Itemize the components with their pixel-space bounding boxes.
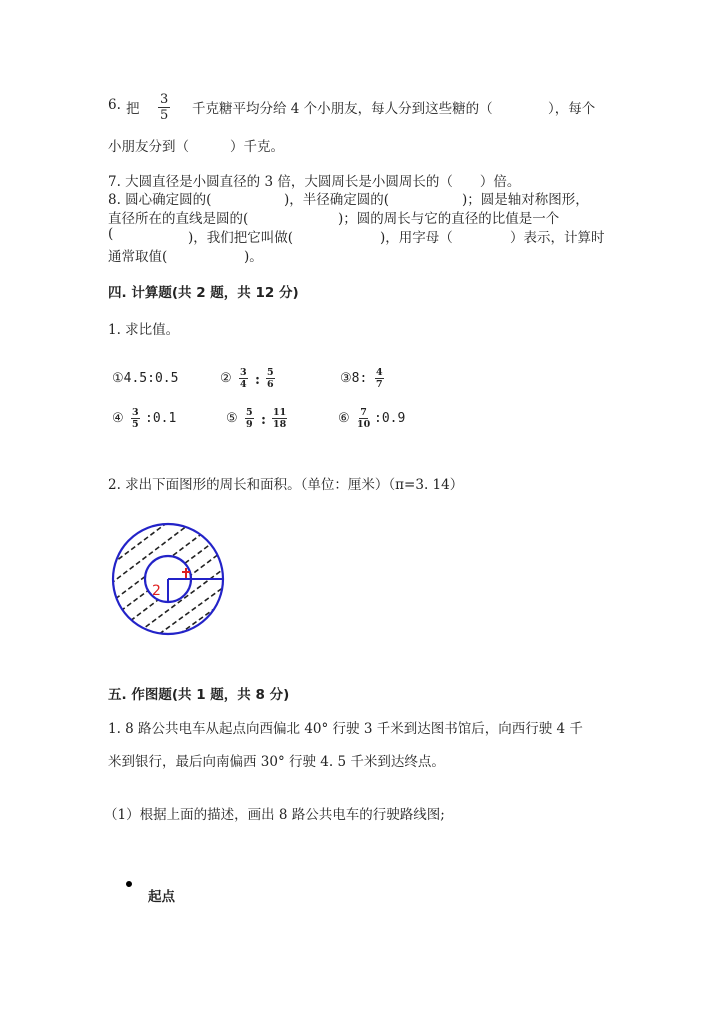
q6-mid-end: ），每个 bbox=[548, 101, 596, 117]
frac-den: 7 bbox=[376, 379, 383, 390]
ratio-item-1: ①4.5:0.5 bbox=[112, 371, 179, 386]
section4-title: 四. 计算题(共 2 题，共 12 分) bbox=[108, 285, 299, 301]
frac-num: 7 bbox=[360, 407, 367, 418]
ratio-item-6-tail: :0.9 bbox=[374, 411, 406, 426]
ratio-item-6-frac-a bbox=[357, 407, 370, 430]
annulus-figure bbox=[100, 518, 240, 648]
frac-den: 9 bbox=[246, 419, 253, 430]
frac-num: 5 bbox=[246, 407, 253, 418]
ratio-item-2-sep: : bbox=[255, 372, 260, 388]
frac-den: 4 bbox=[240, 379, 247, 390]
section5-sub1: （1）根据上面的描述，画出 8 路公共电车的行驶路线图; bbox=[104, 807, 445, 823]
ratio-item-2-label: ② bbox=[220, 371, 232, 386]
q6-line2: 小朋友分到（ bbox=[108, 139, 189, 155]
q8-line3a: ( bbox=[108, 226, 114, 242]
q6-fraction bbox=[158, 92, 170, 123]
q6-frac-den: 5 bbox=[160, 108, 169, 123]
q8-line1c: )；圆是轴对称图形， bbox=[462, 192, 589, 208]
frac-num: 5 bbox=[267, 367, 274, 378]
section4-q1: 1. 求比值。 bbox=[108, 322, 180, 338]
frac-den: 18 bbox=[273, 419, 287, 430]
frac-num: 3 bbox=[240, 367, 247, 378]
frac-den: 10 bbox=[357, 419, 371, 430]
section5-title: 五. 作图题(共 1 题，共 8 分) bbox=[108, 687, 290, 703]
q6-mid: 千克糖平均分给 4 个小朋友，每人分到这些糖的（ bbox=[192, 101, 493, 117]
q8-line4a: 通常取值( bbox=[108, 249, 168, 265]
start-point-dot bbox=[126, 881, 132, 887]
section4-q2: 2. 求出下面图形的周长和面积。（单位：厘米）（π=3. 14） bbox=[108, 477, 464, 493]
section5-q1-line2: 米到银行，最后向南偏西 30° 行驶 4. 5 千米到达终点。 bbox=[108, 754, 445, 770]
q6-frac-num: 3 bbox=[160, 92, 169, 107]
frac-num: 3 bbox=[132, 407, 139, 418]
q6-line2-end: ）千克。 bbox=[230, 139, 284, 155]
frac-num: 11 bbox=[273, 407, 287, 418]
frac-num: 4 bbox=[376, 367, 383, 378]
ratio-item-5-frac-b bbox=[272, 407, 287, 430]
figure-label: 2 bbox=[152, 583, 161, 599]
q8-line1b: )，半径确定圆的( bbox=[284, 192, 390, 208]
ratio-item-2-frac-b bbox=[266, 367, 275, 390]
ratio-item-6-label: ⑥ bbox=[338, 411, 350, 426]
ratio-item-5-label: ⑤ bbox=[226, 411, 238, 426]
ratio-item-3-label: ③8: bbox=[340, 371, 368, 386]
frac-den: 5 bbox=[132, 419, 139, 430]
ratio-item-2-frac-a bbox=[239, 367, 248, 390]
q7-text: 7. 大圆直径是小圆直径的 3 倍，大圆周长是小圆周长的（ ）倍。 bbox=[108, 174, 521, 190]
frac-den: 6 bbox=[267, 379, 274, 390]
ratio-item-5-frac-a bbox=[245, 407, 254, 430]
ratio-item-3-frac-b bbox=[375, 367, 384, 390]
ratio-item-5-sep: : bbox=[261, 412, 266, 428]
ratio-item-4-tail: :0.1 bbox=[145, 411, 177, 426]
section5-q1-line1: 1. 8 路公共电车从起点向西偏北 40° 行驶 3 千米到达图书馆后，向西行驶 4 千 bbox=[108, 721, 583, 737]
start-label: 起点 bbox=[148, 889, 175, 905]
q6-num: 6. bbox=[108, 97, 121, 113]
q8-line2b: )；圆的周长与它的直径的比值是一个 bbox=[338, 211, 560, 227]
q8-line1a: 8. 圆心确定圆的( bbox=[108, 192, 212, 208]
q8-line3c: )，用字母（ bbox=[380, 230, 453, 246]
q8-line3b: )，我们把它叫做( bbox=[188, 230, 294, 246]
q8-line4b: )。 bbox=[244, 249, 263, 265]
hatching bbox=[100, 518, 240, 648]
q8-line3d: ）表示，计算时 bbox=[510, 230, 605, 246]
ratio-item-4-label: ④ bbox=[112, 411, 124, 426]
ratio-item-4-frac-a bbox=[131, 407, 140, 430]
q8-line2a: 直径所在的直线是圆的( bbox=[108, 211, 249, 227]
q6-pre: 把 bbox=[126, 101, 140, 117]
